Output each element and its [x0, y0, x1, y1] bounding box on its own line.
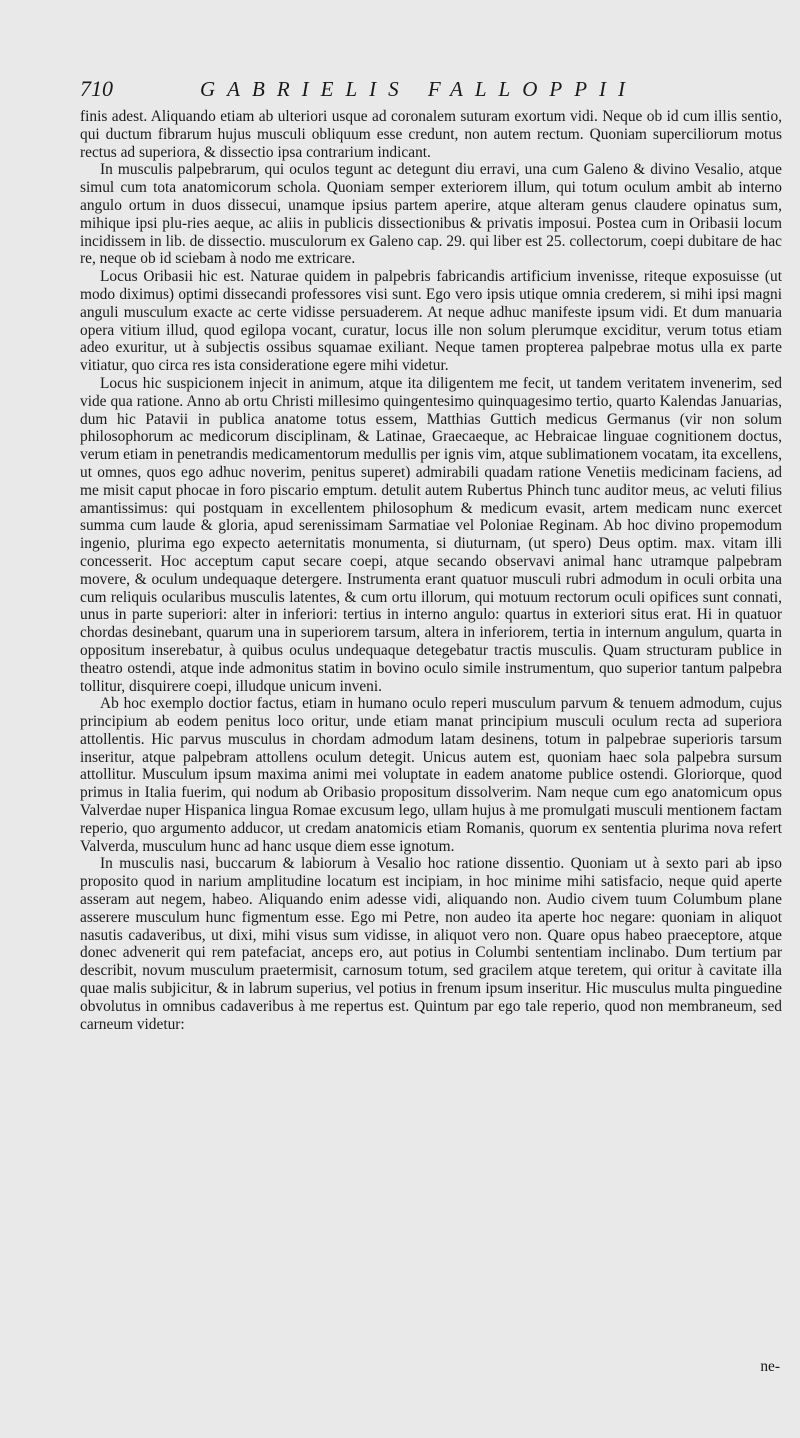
- running-head: GABRIELIS FALLOPPII: [200, 77, 638, 101]
- paragraph-1: finis adest. Aliquando etiam ab ulteriori usque ad coronalem suturam exortum vidi. Neque ob id cum illis sentio, qui ductum fibrarum hujus musculi obliquum esse credunt, non autem rectum. Quoniam superciliorum motus rectus ad superiora, & dissectio ipsa contrarium indicant.: [80, 108, 782, 161]
- paragraph-2: In musculis palpebrarum, qui oculos tegunt ac detegunt diu erravi, una cum Galeno & divino Vesalio, atque simul cum tota anatomicorum schola. Quoniam semper exteriorem illum, qui totum oculum ambit ab interno angulo ortum in duos dissecui, unamque ipsius partem aperire, atque alteram genus claudere opinatus sum, mihique ipsi plu-ries aeque, ac aliis in publicis dissectionibus & privatis imposui. Postea cum in Oribasii locum incidissem in lib. de dissectio. musculorum ex Galeno cap. 29. qui liber est 25. collectorum, coepi dubitare de hac re, neque ob id sciebam à nodo me extricare.: [80, 161, 782, 268]
- paragraph-3: Locus Oribasii hic est. Naturae quidem in palpebris fabricandis artificium invenisse, riteque exposuisse (ut modo diximus) optimi dissecandi professores visi sunt. Ego vero ipsis utique omnia crederem, si mihi ipsi magni anguli musculum exacte ac certe vidisse persuaderem. At neque adhuc manifeste ipsum vidi. Et dum manuaria opera vitium illud, quod egilopa vocant, curatur, locus ille non solum plerumque exciditur, verum totus etiam adeo exuritur, ut à subjectis ossibus squamae exiliant. Neque tamen propterea palpebrae motus ulla ex parte vitiatur, quo circa res ista consideratione egere mihi videtur.: [80, 268, 782, 375]
- paragraph-4: Locus hic suspicionem injecit in animum, atque ita diligentem me fecit, ut tandem veritatem invenerim, sed vide qua ratione. Anno ab ortu Christi millesimo quingentesimo quinquagesimo tertio, quarto Kalendas Januarias, dum hic Patavii in publica anatome totus essem, Matthias Guttich medicus Germanus (vir non solum philosophorum ac medicorum disciplinam, & Latinae, Graecaeque, ac Hebraicae linguae cognitionem doctus, verum etiam in penetrandis medicamentorum medullis per ignis vim, atque sublimationem vocatam, ita excellens, ut omnes, quos ego adhuc noverim, penitus superet) admirabili quadam ratione Venetiis medicinam faciens, ad me misit caput phocae in foro piscario emptum. detulit autem Rubertus Phinch tunc auditor meus, ac veluti filius amantissimus: qui postquam in excellentem philosophum & medicum evasit, artem medicam nunc exercet summa cum laude & gloria, apud serenissimam Sarmatiae vel Poloniae Reginam. Ab hoc divino propemodum ingenio, plurima ego expecto aeternitatis monumenta, si diuturnam, (ut spero) Deus optim. max. vitam illi concesserit. Hoc acceptum caput secare coepi, atque secando observavi animal hanc utramque palpebram movere, & oculum undequaque detergere. Instrumenta erant quatuor musculi rubri admodum in oculi orbita una cum reliquis ocularibus musculis latentes, & cum ortu illorum, qui motuum rectorum oculi opifices sunt connati, unus in parte superiori: alter in inferiori: tertius in interno angulo: quartus in exteriori situs erat. Hi in quatuor chordas desinebant, quarum una in superiorem tarsum, altera in inferiorem, tertia in internum angulum, quarta in oppositum inserebatur, à quibus oculus undequaque detegebatur tractis musculis. Quam structuram publice in theatro ostendi, atque inde admonitus statim in bovino oculo simile instrumentum, quo superior tantum palpebra tollitur, disquirere coepi, illudque unicum inveni.: [80, 374, 782, 695]
- body-text: [80, 108, 782, 1033]
- page-number: 710: [80, 76, 113, 101]
- catchword: ne-: [760, 1358, 780, 1375]
- paragraph-5: Ab hoc exemplo doctior factus, etiam in humano oculo reperi musculum parvum & tenuem admodum, cujus principium ab eodem penitus loco oritur, unde etiam manat principium musculi oculum recta ad superiora attollentis. Hic parvus musculus in chordam admodum latam desinens, totum in palpebrae superioris tarsum inseritur, atque palpebram attollens oculum detegit. Unicus autem est, quoniam haec sola palpebra sursum attollitur. Musculum ipsum maxima animi mei voluptate in eadem anatome publice ostendi. Gloriorque, quod primus in Italia fuerim, qui nodum ab Oribasio propositum dissolverim. Nam neque cum ego anatomicum opus Valverdae nuper Hispanica lingua Romae excusum lego, ullam hujus à me promulgati musculi mentionem factam reperio, quo argumento adducor, ut credam anatomicis etiam Romanis, quorum ex sententia plurima nova refert Valverda, musculum hunc ad hanc usque diem esse ignotum.: [80, 695, 782, 855]
- paragraph-6: In musculis nasi, buccarum & labiorum à Vesalio hoc ratione dissentio. Quoniam ut à sexto pari ab ipso proposito quod in narium amplitudine locatum est incipiam, in hoc minime mihi satisfacio, neque quid aperte asseram aut negem, habeo. Aliquando enim adesse vidi, aliquando non. Audio civem tuum Columbum plane asserere musculum hunc figmentum esse. Ego mi Petre, non audeo ita aperte hoc negare: quoniam in aliquot nasutis cadaveribus, ut dixi, mihi visus sum vidisse, in aliquot vero non. Quare opus habeo praeceptore, atque donec advenerit qui rem patefaciat, anceps ero, aut potius in Columbi sententiam inclinabo. Dum tertium par describit, novum musculum praetermisit, carnosum totum, sed gracilem atque teretem, qui oritur à cavitate illa quae malis subjicitur, & in labrum superius, vel potius in frenum ipsum inseritur. Hic musculus multa pinguedine obvolutus in omnibus cadaveribus à me repertus est. Quintum par ego tale reperio, quod non membraneum, sed carneum videtur:: [80, 855, 782, 1033]
- page-header: [80, 76, 782, 106]
